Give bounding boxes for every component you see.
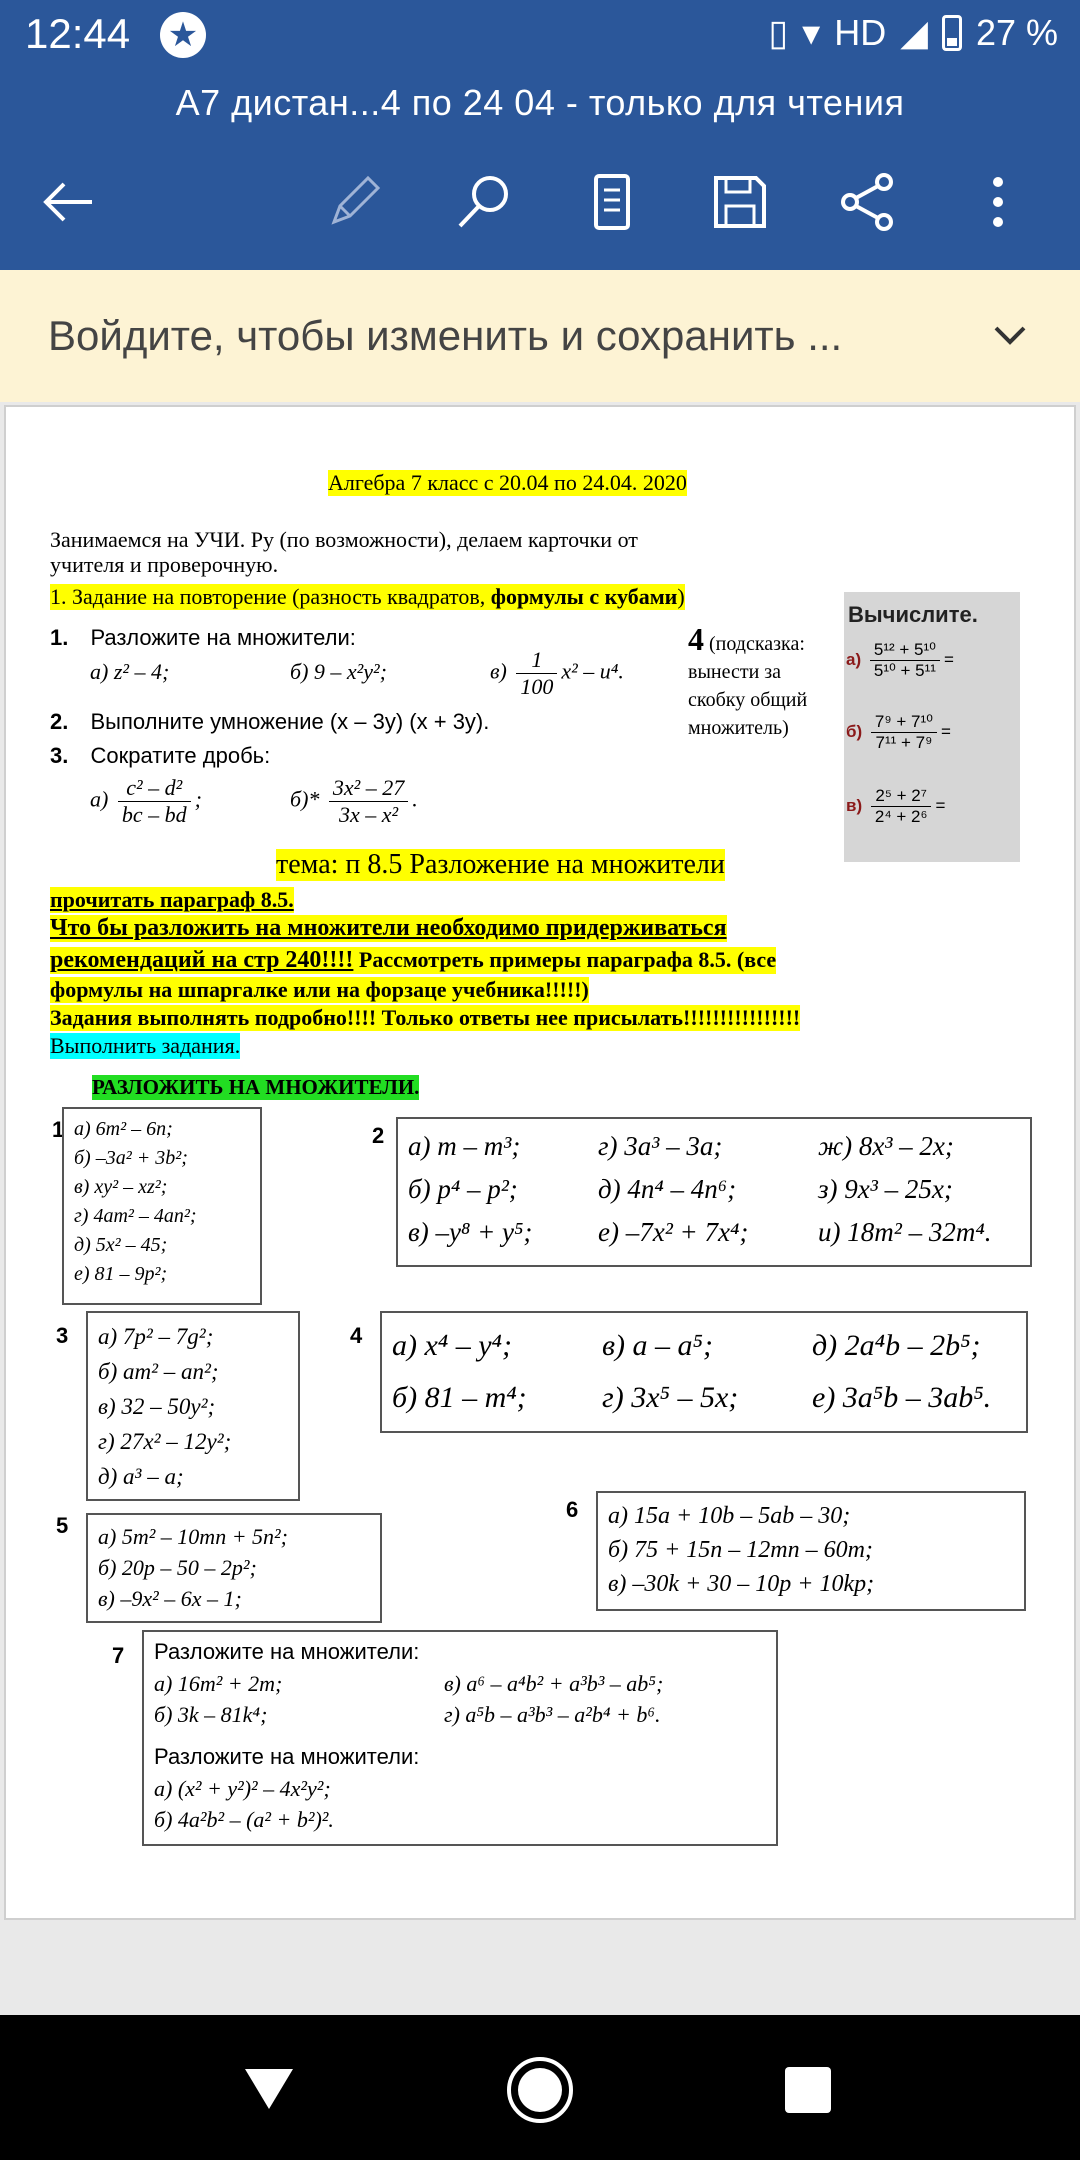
task2-cell: в) –y⁸ + y⁵; (408, 1217, 533, 1247)
task4-cell: е) 3a⁵b – 3ab⁵. (812, 1381, 992, 1414)
topic-title: тема: п 8.5 Разложение на множители (276, 849, 725, 880)
doc-heading: Алгебра 7 класс с 20.04 по 24.04. 2020 (328, 470, 687, 495)
calculate-image (844, 592, 1020, 862)
task2-cell: д) 4n⁴ – 4n⁶; (598, 1174, 737, 1204)
calc-a-num: 5¹² + 5¹⁰ (870, 640, 940, 661)
task2-cell: ж) 8x³ – 2x; (818, 1131, 954, 1161)
back-arrow-icon[interactable] (36, 170, 100, 234)
hint-number: 4 (688, 621, 704, 657)
document-title: А7 дистан...4 по 24 04 - только для чтения (175, 82, 905, 123)
task4-cell: а) x⁴ – y⁴; (392, 1329, 512, 1362)
task6-box (596, 1491, 1026, 1611)
hint-line-b: вынести за (688, 661, 782, 683)
ex-item3-a-label: а) (90, 786, 109, 812)
battery-icon (942, 15, 962, 51)
calc-b (846, 712, 951, 753)
task2-box (396, 1117, 1032, 1267)
calc-b-den: 7¹¹ + 7⁹ (875, 733, 933, 752)
task5-box (86, 1513, 382, 1623)
do-tasks: Выполнить задания. (50, 1033, 241, 1058)
ex-item3-b (290, 775, 418, 828)
recommendation-line3: формулы на шпаргалке или на форзаце учебника!!!!!) (50, 977, 589, 1002)
ex-item1-num: 1. (50, 625, 69, 650)
more-options-icon[interactable] (966, 170, 1030, 234)
ex-item1-c-rest: x² – u⁴. (561, 658, 624, 684)
ex-item1-a: а) z² – 4; (90, 659, 170, 684)
hint-line-c: скобку общий (688, 689, 808, 711)
star-notification-icon: ★ (160, 12, 206, 58)
task3-number: 3 (56, 1323, 69, 1348)
repeat-task-text: 1. Задание на повторение (разность квадратов, (50, 584, 491, 609)
ex-item3-a-end: ; (194, 786, 202, 812)
ex-item3-b-den: 3x – x² (339, 802, 399, 827)
task4-cell: б) 81 – m⁴; (392, 1381, 527, 1414)
task7-item-d: г) a⁵b – a³b³ – a²b⁴ + b⁶. (444, 1702, 661, 1727)
calc-title: Вычислите. (848, 602, 978, 627)
calc-c-label: в) (846, 795, 863, 815)
task2-cell: а) m – m³; (408, 1131, 521, 1161)
ex-item3-b-label: б)* (290, 786, 320, 812)
recommendation-examples: Рассмотреть примеры параграфа 8.5. (все (358, 947, 777, 972)
task2-number: 2 (372, 1123, 385, 1148)
task1-item: е) 81 – 9p²; (74, 1263, 168, 1285)
ex-item3-a (90, 775, 202, 828)
sign-in-banner[interactable] (0, 270, 1080, 402)
ex-item2-num: 2. (50, 709, 69, 734)
status-icons (768, 12, 1058, 54)
status-time: 12:44 (25, 10, 131, 57)
recent-apps-icon[interactable] (785, 2067, 831, 2113)
ex-item1-text: Разложите на множители: (90, 625, 356, 650)
task1-item: г) 4am² – 4an²; (74, 1205, 197, 1227)
ex-item3-b-num: 3x² – 27 (329, 775, 408, 802)
vibrate-icon: ▯ (768, 12, 789, 53)
ex-item3-num: 3. (50, 743, 69, 768)
task7-item-e: а) (x² + y²)² – 4x²y²; (154, 1776, 331, 1801)
calc-a-label: а) (846, 649, 862, 669)
ex-item1-b: б) 9 – x²y²; (290, 659, 387, 684)
calc-a-den: 5¹⁰ + 5¹¹ (873, 661, 936, 680)
ex-item3-a-den: bc – bd (121, 802, 187, 827)
calc-a-eq: = (943, 649, 954, 669)
doc-intro: Занимаемся на УЧИ. Ру (по возможности), делаем карточки от учителя и проверочную. (50, 527, 638, 577)
task6-item: б) 75 + 15n – 12mn – 60m; (608, 1537, 873, 1563)
task4-cell: г) 3x⁵ – 5x; (602, 1381, 739, 1414)
task5-item: б) 20p – 50 – 2p²; (98, 1555, 257, 1580)
task1-number: 1 (52, 1117, 65, 1142)
search-icon[interactable] (452, 170, 516, 234)
repeat-task (50, 584, 685, 610)
calc-c-den: 2⁴ + 2⁶ (874, 807, 928, 826)
chevron-down-icon[interactable] (990, 320, 1030, 350)
ex-item3-text: Сократите дробь: (90, 743, 271, 768)
ex-item1-c-label: в) (490, 658, 507, 684)
task2-cell: е) –7x² + 7x⁴; (598, 1217, 749, 1247)
task5-item: в) –9x² – 6x – 1; (98, 1586, 242, 1611)
app-bar (0, 0, 1080, 270)
detail-instruction: Задания выполнять подробно!!!! Только ответы нее присылать!!!!!!!!!!!!!!!! (50, 1005, 801, 1030)
calc-a (846, 640, 954, 681)
network-type: HD (834, 12, 887, 53)
battery-percent: 27 % (975, 12, 1058, 53)
recommendation-line1: Что бы разложить на множители необходимо придерживаться (50, 915, 727, 941)
status-bar (0, 0, 1080, 70)
read-paragraph: прочитать параграф 8.5. (50, 887, 294, 912)
repeat-task-end: ) (677, 584, 685, 609)
task1-item: д) 5x² – 45; (74, 1234, 168, 1256)
task6-number: 6 (566, 1497, 579, 1522)
document-page (4, 405, 1076, 1920)
ex-item1-c-den: 100 (520, 674, 554, 699)
calc-b-num: 7⁹ + 7¹⁰ (871, 712, 937, 733)
ex-item1-c-num: 1 (516, 647, 557, 674)
recommendation-line2 (50, 947, 776, 974)
task6-item: в) –30k + 30 – 10p + 10kp; (608, 1571, 875, 1597)
task7-item-c: в) a⁶ – a⁴b² + a³b³ – ab⁵; (444, 1671, 664, 1696)
task7-number: 7 (112, 1643, 125, 1668)
task1-item: б) –3a² + 3b²; (74, 1147, 188, 1169)
task4-box (380, 1311, 1028, 1433)
task1-item: в) xy² – xz²; (74, 1176, 168, 1198)
banner-message: Войдите, чтобы изменить и сохранить ... (48, 312, 843, 359)
edit-pencil-icon[interactable] (322, 170, 386, 234)
task7-heading1: Разложите на множители: (154, 1639, 420, 1664)
task3-item: в) 32 – 50y²; (98, 1394, 216, 1419)
signal-icon: ◢ (900, 12, 928, 53)
home-button-icon[interactable] (505, 2055, 575, 2125)
wifi-icon: ▾ (802, 12, 821, 53)
task5-number: 5 (56, 1513, 69, 1538)
ex-item3-a-num: c² – d² (118, 775, 191, 802)
hint-line-d: множитель) (688, 717, 789, 739)
task7-heading2: Разложите на множители: (154, 1744, 420, 1769)
task3-box (86, 1311, 300, 1501)
task7-item-a: а) 16m² + 2m; (154, 1671, 283, 1696)
hint-line-a: (подсказка: (709, 633, 805, 655)
task4-cell: д) 2a⁴b – 2b⁵; (812, 1329, 981, 1362)
ex-item1-c (490, 647, 624, 700)
calc-c-eq: = (935, 795, 946, 815)
task2-cell: з) 9x³ – 25x; (818, 1174, 953, 1204)
navigation-bar (0, 2015, 1080, 2160)
task1-box (62, 1107, 262, 1305)
factor-title: РАЗЛОЖИТЬ НА МНОЖИТЕЛИ. (92, 1075, 420, 1099)
ex-item3-b-end: . (412, 786, 418, 812)
task4-number: 4 (350, 1323, 363, 1348)
calc-c-num: 2⁵ + 2⁷ (871, 786, 932, 807)
recommendation-page: рекомендаций на стр 240!!!! (50, 947, 354, 973)
task3-item: г) 27x² – 12y²; (98, 1429, 232, 1454)
mobile-view-icon[interactable] (580, 170, 644, 234)
task3-item: д) a³ – a; (98, 1464, 184, 1489)
toolbar (0, 150, 1080, 250)
task7-item-f: б) 4a²b² – (a² + b²)². (154, 1807, 334, 1832)
task5-item: а) 5m² – 10mn + 5n²; (98, 1524, 288, 1549)
task7-box (142, 1630, 778, 1846)
calc-b-label: б) (846, 721, 863, 741)
task6-item: а) 15a + 10b – 5ab – 30; (608, 1503, 851, 1529)
task2-cell: и) 18m² – 32m⁴. (818, 1217, 992, 1247)
task2-cell: г) 3a³ – 3a; (598, 1131, 723, 1161)
task2-cell: б) p⁴ – p²; (408, 1174, 518, 1204)
back-triangle-icon[interactable] (243, 2067, 295, 2111)
ex-item2-text: Выполните умножение (x – 3y) (x + 3y). (90, 709, 490, 734)
repeat-task-bold: формулы с кубами (490, 584, 678, 609)
hint-block (688, 621, 828, 742)
save-icon[interactable] (708, 170, 772, 234)
task3-item: а) 7p² – 7g²; (98, 1324, 214, 1349)
calc-c (846, 786, 945, 827)
share-icon[interactable] (836, 170, 900, 234)
task4-cell: в) a – a⁵; (602, 1329, 713, 1362)
task3-item: б) am² – an²; (98, 1359, 219, 1384)
task7-item-b: б) 3k – 81k⁴; (154, 1702, 268, 1727)
calc-b-eq: = (940, 721, 951, 741)
task1-item: а) 6m² – 6n; (74, 1118, 173, 1140)
